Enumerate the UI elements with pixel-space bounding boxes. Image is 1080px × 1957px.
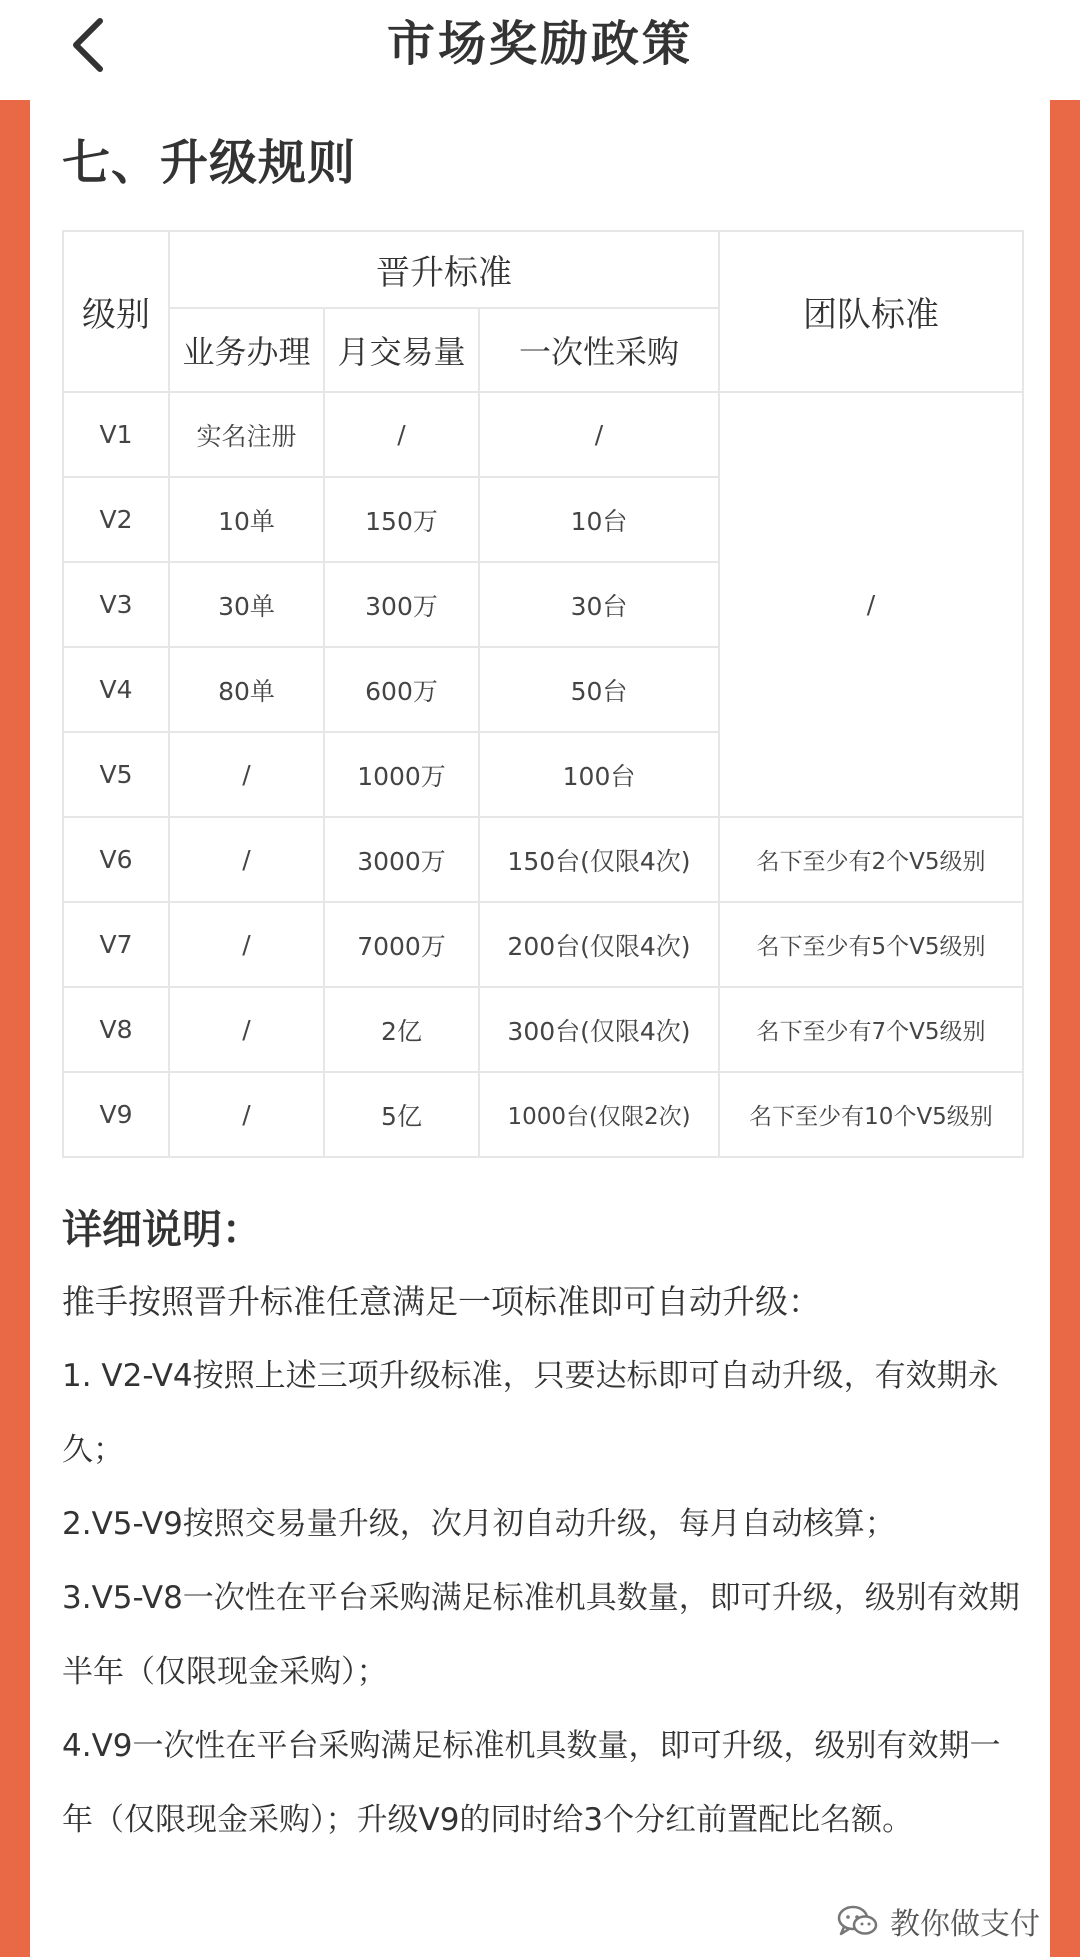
header-promotion: 晋升标准: [169, 231, 719, 308]
cell-business: 10单: [169, 477, 324, 562]
cell-level: V4: [63, 647, 169, 732]
cell-team-shared: /: [719, 392, 1023, 817]
header-business: 业务办理: [169, 308, 324, 392]
cell-business: /: [169, 732, 324, 817]
cell-team: 名下至少有5个V5级别: [719, 902, 1023, 987]
watermark-text: 教你做支付: [890, 1907, 1040, 1942]
header-level: 级别: [63, 231, 169, 392]
note-item: 2.V5-V9按照交易量升级，次月初自动升级，每月自动核算；: [62, 1506, 896, 1542]
table-row: [63, 902, 1023, 987]
cell-purchase: 150台(仅限4次): [479, 817, 719, 902]
cell-team: 名下至少有7个V5级别: [719, 987, 1023, 1072]
note-item: 4.V9一次性在平台采购满足标准机具数量，即可升级，级别有效期一年（仅限现金采购）；升级V9的同时给3个分红前置配比名额。: [62, 1728, 1001, 1838]
cell-level: V6: [63, 817, 169, 902]
cell-team: 名下至少有2个V5级别: [719, 817, 1023, 902]
details-section: [62, 1195, 1022, 1857]
cell-business: /: [169, 987, 324, 1072]
cell-level: V1: [63, 392, 169, 477]
cell-business: /: [169, 902, 324, 987]
cell-volume: 1000万: [324, 732, 479, 817]
cell-level: V5: [63, 732, 169, 817]
table-row: [63, 817, 1023, 902]
page-title: 市场奖励政策: [386, 16, 693, 72]
note-item: 3.V5-V8一次性在平台采购满足标准机具数量，即可升级，级别有效期半年（仅限现金采购）；: [62, 1580, 1020, 1690]
cell-purchase: 1000台(仅限2次): [479, 1072, 719, 1157]
table-row: [63, 987, 1023, 1072]
cell-business: /: [169, 1072, 324, 1157]
cell-volume: 2亿: [324, 987, 479, 1072]
upgrade-rules-table: [62, 230, 1024, 1158]
cell-level: V3: [63, 562, 169, 647]
header-bar: [0, 0, 1080, 100]
cell-team: 名下至少有10个V5级别: [719, 1072, 1023, 1157]
cell-business: 实名注册: [169, 392, 324, 477]
cell-business: /: [169, 817, 324, 902]
header-volume: 月交易量: [324, 308, 479, 392]
details-title: 详细说明：: [62, 1207, 262, 1253]
cell-level: V7: [63, 902, 169, 987]
cell-purchase: 10台: [479, 477, 719, 562]
table-row: [63, 392, 1023, 477]
table-row: [63, 1072, 1023, 1157]
cell-level: V8: [63, 987, 169, 1072]
content-card: [30, 100, 1050, 1957]
cell-volume: 300万: [324, 562, 479, 647]
cell-volume: 5亿: [324, 1072, 479, 1157]
cell-business: 80单: [169, 647, 324, 732]
cell-volume: 150万: [324, 477, 479, 562]
section-title: 七、升级规则: [62, 135, 357, 191]
header-purchase: 一次性采购: [479, 308, 719, 392]
table-header-row: [63, 231, 1023, 308]
cell-level: V2: [63, 477, 169, 562]
right-accent-bar: [1050, 100, 1080, 1957]
header-team: 团队标准: [719, 231, 1023, 392]
left-accent-bar: [0, 100, 30, 1957]
cell-volume: 3000万: [324, 817, 479, 902]
cell-level: V9: [63, 1072, 169, 1157]
wechat-icon: [836, 1903, 880, 1939]
cell-volume: /: [324, 392, 479, 477]
cell-volume: 7000万: [324, 902, 479, 987]
cell-purchase: 50台: [479, 647, 719, 732]
cell-volume: 600万: [324, 647, 479, 732]
cell-purchase: 100台: [479, 732, 719, 817]
watermark: [836, 1899, 1040, 1943]
cell-business: 30单: [169, 562, 324, 647]
note-item: 1. V2-V4按照上述三项升级标准，只要达标即可自动升级，有效期永久；: [62, 1358, 999, 1468]
details-intro: 推手按照晋升标准任意满足一项标准即可自动升级：: [62, 1282, 821, 1321]
cell-purchase: 300台(仅限4次): [479, 987, 719, 1072]
cell-purchase: 200台(仅限4次): [479, 902, 719, 987]
cell-purchase: 30台: [479, 562, 719, 647]
cell-purchase: /: [479, 392, 719, 477]
